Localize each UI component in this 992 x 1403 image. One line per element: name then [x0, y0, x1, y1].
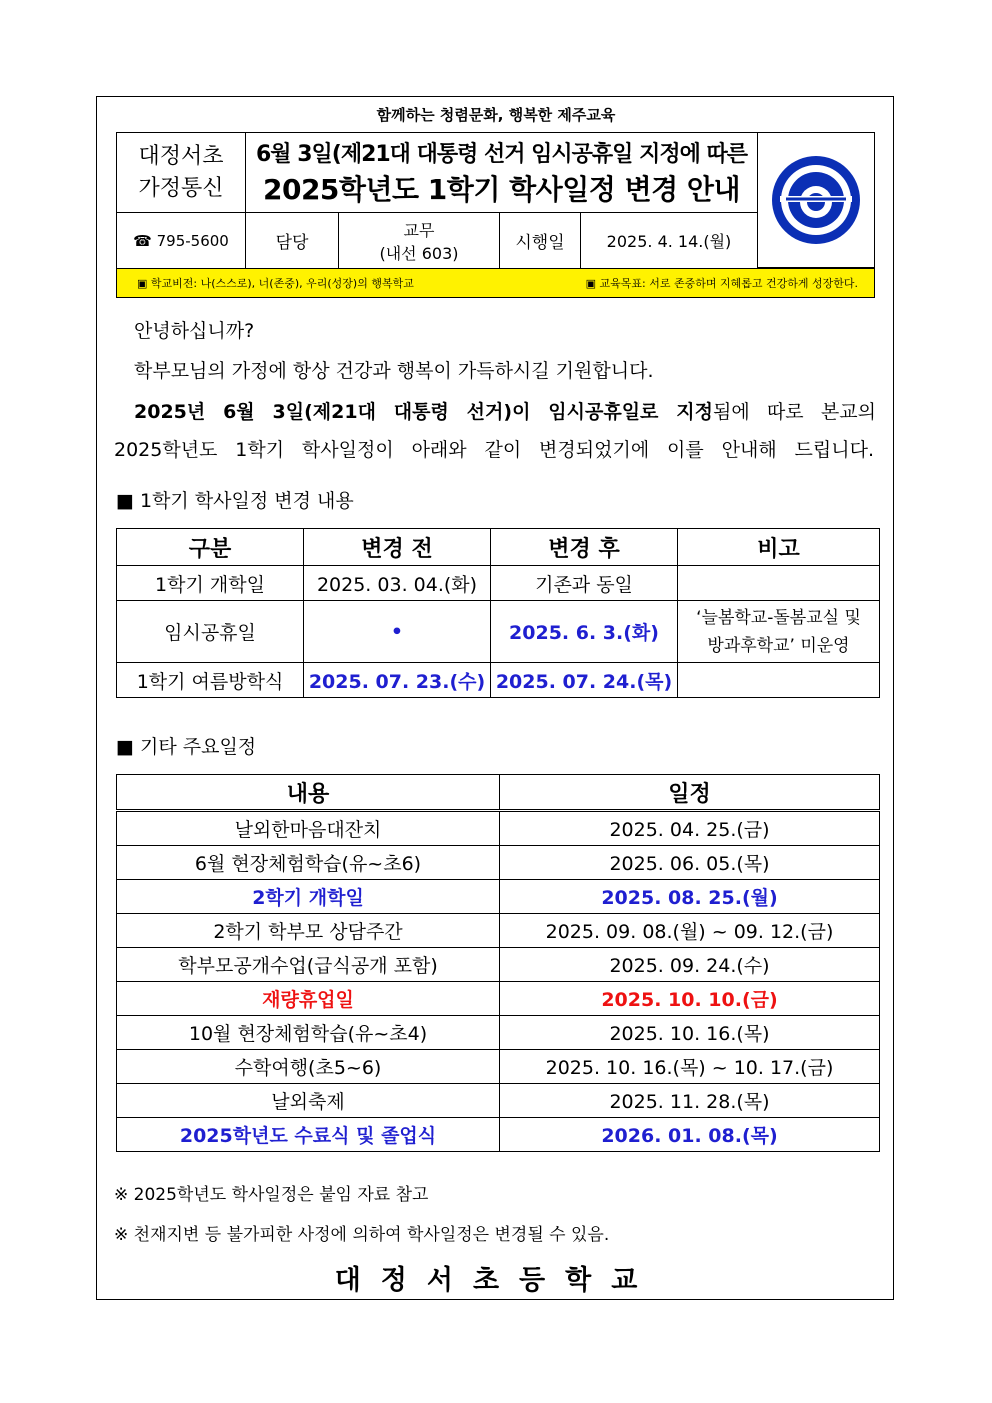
row-before: 2025. 07. 23.(수): [304, 663, 491, 698]
newsletter-type: 가정통신: [138, 175, 224, 201]
table-row: [117, 880, 880, 914]
note-line2: 방과후학교’ 미운영: [707, 635, 850, 656]
row-content: 날외축제: [117, 1084, 500, 1118]
title-line1: 6월 3일(제21대 대통령 선거 임시공휴일 지정에 따른: [255, 142, 748, 167]
row-date: 2025. 08. 25.(월): [500, 880, 880, 914]
other-schedule-table: [116, 774, 880, 1152]
goal-text: ▣ 교육목표: 서로 존중하며 지혜롭고 건강하게 성장한다.: [585, 277, 858, 290]
col-header-date: 일정: [500, 775, 880, 811]
row-content: 학부모공개수업(급식공개 포함): [117, 948, 500, 982]
dept-name: 교무: [403, 220, 435, 240]
col-header-after: 변경 후: [491, 529, 678, 566]
row-content: 날외한마음대잔치: [117, 811, 500, 846]
row-after: 2025. 07. 24.(목): [491, 663, 678, 698]
wish-text: 학부모님의 가정에 항상 건강과 행복이 가득하시길 기원합니다.: [134, 360, 654, 382]
note-line1: ‘늘봄학교-돌봄교실 및: [696, 607, 861, 628]
title-line2: 2025학년도 1학기 학사일정 변경 안내: [262, 173, 741, 206]
header-table: [116, 132, 758, 269]
effective-date: 2025. 4. 14.(월): [581, 213, 758, 269]
note-attachment: ※ 2025학년도 학사일정은 붙임 자료 참고: [114, 1185, 429, 1205]
dept-ext: (내선 603): [379, 243, 459, 263]
table-row: [117, 1084, 880, 1118]
table-row: [117, 1016, 880, 1050]
title-cell: [246, 133, 758, 213]
notice-line2: 2025학년도 1학기 학사일정이 아래와 같이 변경되었기에 이를 안내해 드립니다.: [114, 439, 874, 461]
phone-number: ☎ 795-5600: [117, 213, 246, 269]
row-date: 2025. 09. 24.(수): [500, 948, 880, 982]
table-row: [117, 601, 880, 663]
table-row: [117, 566, 880, 601]
table-row: [117, 948, 880, 982]
section2-title: ■ 기타 주요일정: [116, 736, 257, 758]
row-date: 2025. 10. 16.(목): [500, 1016, 880, 1050]
row-date: 2025. 09. 08.(월) ~ 09. 12.(금): [500, 914, 880, 948]
row-content: 2025학년도 수료식 및 졸업식: [117, 1118, 500, 1152]
charge-label: 담당: [246, 213, 339, 269]
row-after: 2025. 6. 3.(화): [491, 601, 678, 663]
row-content: 2학기 학부모 상담주간: [117, 914, 500, 948]
table-row: [117, 811, 880, 846]
effective-label: 시행일: [500, 213, 581, 269]
table-row: [117, 982, 880, 1016]
school-short-name: 대정서초: [138, 143, 224, 169]
table-row: [117, 1050, 880, 1084]
col-header-before: 변경 전: [304, 529, 491, 566]
greeting: 안녕하십니까?: [134, 320, 255, 342]
row-date: 2025. 11. 28.(목): [500, 1084, 880, 1118]
charge-dept: [339, 213, 500, 269]
col-header-category: 구분: [117, 529, 304, 566]
newsletter-label: [117, 133, 246, 213]
row-content: 재량휴업일: [117, 982, 500, 1016]
row-before: •: [304, 601, 491, 663]
table-row: [117, 846, 880, 880]
table-row: [117, 1118, 880, 1152]
row-item: 1학기 개학일: [117, 566, 304, 601]
row-date: 2025. 04. 25.(금): [500, 811, 880, 846]
school-name: 대정서초등학교: [334, 1265, 658, 1296]
row-content: 6월 현장체험학습(유~초6): [117, 846, 500, 880]
row-note: [678, 663, 880, 698]
vision-text: ▣ 학교비전: 나(스스로), 너(존중), 우리(성장)의 행복학교: [137, 277, 414, 290]
col-header-note: 비고: [678, 529, 880, 566]
table-row: [117, 914, 880, 948]
row-item: 1학기 여름방학식: [117, 663, 304, 698]
row-before: 2025. 03. 04.(화): [304, 566, 491, 601]
notice-line1: [134, 397, 876, 424]
row-item: 임시공휴일: [117, 601, 304, 663]
row-date: 2025. 10. 16.(목) ~ 10. 17.(금): [500, 1050, 880, 1084]
row-content: 수학여행(초5~6): [117, 1050, 500, 1084]
slogan: 함께하는 청렴문화, 행복한 제주교육: [376, 106, 616, 124]
schedule-change-table: [116, 528, 880, 698]
col-header-content: 내용: [117, 775, 500, 811]
notice-rest: 됨에 따로 본교의: [712, 401, 876, 423]
row-date: 2025. 06. 05.(목): [500, 846, 880, 880]
notice-highlight: 2025년 6월 3일(제21대 대통령 선거)이 임시공휴일로 지정: [134, 401, 713, 423]
row-note: [678, 566, 880, 601]
row-content: 2학기 개학일: [117, 880, 500, 914]
row-after: 기존과 동일: [491, 566, 678, 601]
note-change: ※ 천재지변 등 불가피한 사정에 의하여 학사일정은 변경될 수 있음.: [114, 1225, 610, 1245]
school-vision-bar: [116, 268, 875, 298]
row-date: 2026. 01. 08.(목): [500, 1118, 880, 1152]
row-content: 10월 현장체험학습(유~초4): [117, 1016, 500, 1050]
table-row: [117, 663, 880, 698]
school-emblem-icon: [758, 132, 875, 268]
row-date: 2025. 10. 10.(금): [500, 982, 880, 1016]
section1-title: ■ 1학기 학사일정 변경 내용: [116, 490, 354, 512]
row-note: [678, 601, 880, 663]
